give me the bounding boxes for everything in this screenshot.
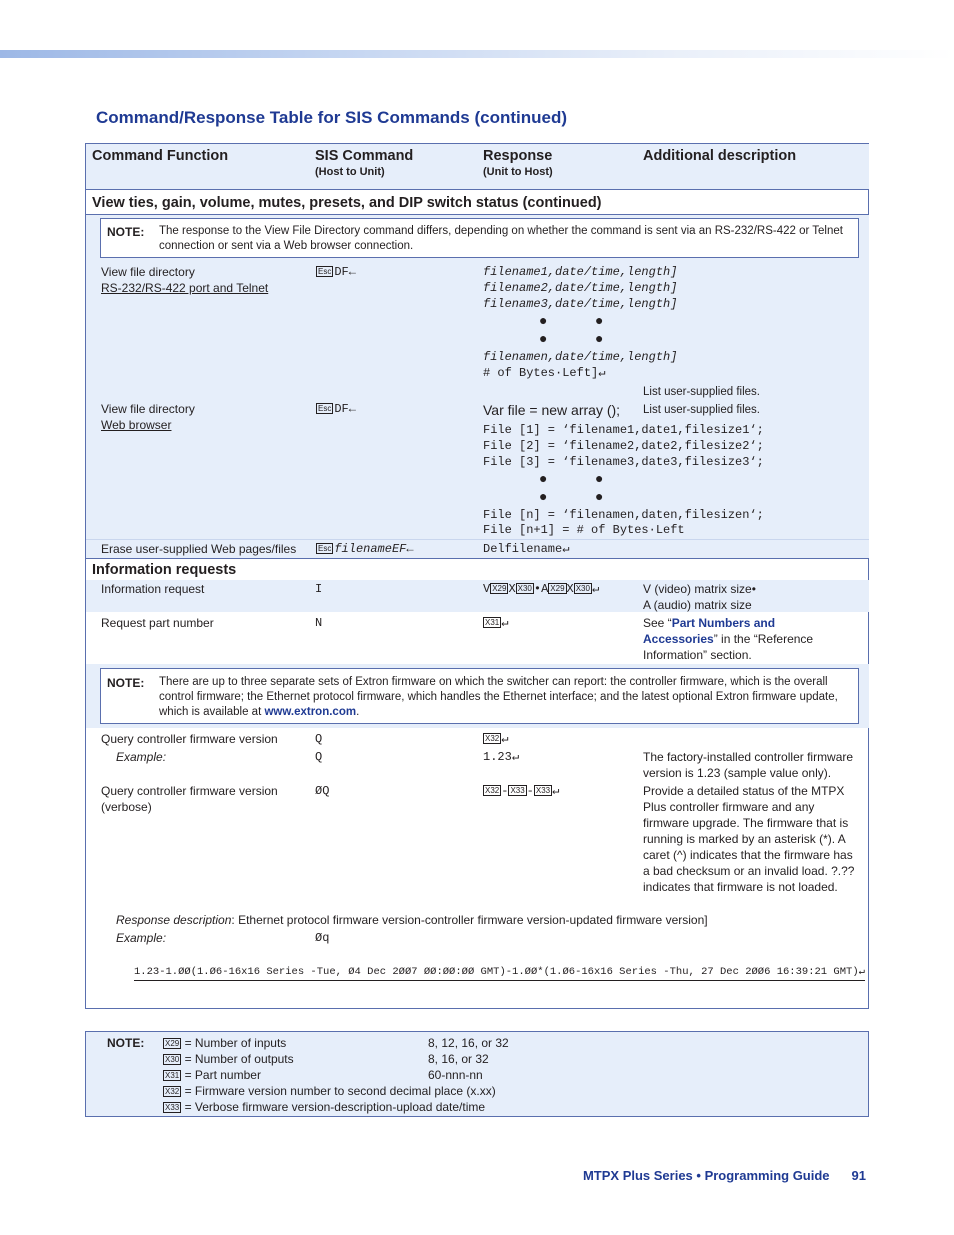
row-divider <box>86 539 869 540</box>
ellipsis-bullet: ● <box>595 488 604 504</box>
row-label-view-file-directory-web: View file directory <box>101 402 195 416</box>
page-footer <box>583 1168 866 1183</box>
row-label-information-request: Information request <box>101 582 205 596</box>
link-web-browser[interactable]: Web browser <box>101 418 172 432</box>
top-gradient-bar <box>0 50 954 58</box>
page-title: Command/Response Table for SIS Commands (continued) <box>96 108 568 127</box>
ellipsis-bullet: ● <box>539 330 548 346</box>
row-label-erase: Erase user-supplied Web pages/files <box>101 542 297 556</box>
description-audio-size: A (audio) matrix size <box>643 598 752 612</box>
response-file-3: File [3] = ‘filename3,date3,filesize3‘; <box>483 455 764 469</box>
link-extron[interactable]: www.extron.com <box>264 706 357 718</box>
return-arrow-icon: ↵ <box>501 616 509 630</box>
return-arrow-icon: ↵ <box>501 732 509 746</box>
variable-value: 8, 16, or 32 <box>428 1052 489 1066</box>
return-arrow-icon: ↵ <box>562 542 570 556</box>
page-number: 91 <box>851 1168 866 1183</box>
response-erase: Delfilename↵ <box>483 542 570 556</box>
description-part-number-line3: Information” section. <box>643 648 752 662</box>
response-description: Response description: Ethernet protocol firmware version-controller firmware version-updated firmware version] <box>116 913 708 927</box>
sis-command-q: Q <box>315 732 323 746</box>
ellipsis-bullet: ● <box>595 470 604 486</box>
response-file-n-plus-1: File [n+1] = # of Bytes·Left <box>483 523 685 537</box>
return-arrow-icon: ↵ <box>598 366 606 380</box>
col-header-description: Additional description <box>643 148 797 164</box>
variable-row: X32 = Firmware version number to second decimal place (x.xx) <box>165 1084 496 1098</box>
col-header-sis-sub: (Host to Unit) <box>315 166 385 178</box>
response-line-2: filename2,date/time,length] <box>483 281 678 295</box>
response-information-request: V X29 X X30 •A X29 X X30 ↵ <box>483 582 600 596</box>
sis-command-i: I <box>315 582 323 596</box>
variables-note-label: NOTE: <box>107 1036 145 1050</box>
example-label: Example: <box>116 931 167 945</box>
example-response-firmware: 1.23↵ <box>483 750 520 764</box>
section-divider <box>86 558 869 559</box>
description-part-number-line1: See “Part Numbers and <box>643 616 776 630</box>
response-file-1: File [1] = ‘filename1,date1,filesize1‘; <box>483 423 764 437</box>
sis-command-df-web: Esc DF← <box>318 402 356 416</box>
response-query-firmware: X32 ↵ <box>485 732 509 746</box>
enter-arrow-icon: ← <box>348 402 356 416</box>
esc-key-icon: Esc <box>318 544 332 554</box>
sis-command-n: N <box>315 616 323 630</box>
return-arrow-icon: ↵ <box>858 966 865 978</box>
row-label-query-firmware-verbose-1: Query controller firmware version <box>101 784 278 798</box>
return-arrow-icon: ↵ <box>591 582 600 596</box>
sis-command-df: Esc DF← <box>318 265 356 279</box>
variable-row: X29 = Number of inputs <box>165 1036 287 1050</box>
sis-command-erase: Esc filenameEF← <box>318 542 414 556</box>
example-label: Example: <box>116 750 167 764</box>
ellipsis-bullet: ● <box>595 330 604 346</box>
section-heading-view-ties: View ties, gain, volume, mutes, presets, and DIP switch status (continued) <box>92 195 602 211</box>
response-query-firmware-verbose: X32 - X33 - X33 ↵ <box>485 784 560 798</box>
row-label-view-file-directory: View file directory <box>101 265 195 279</box>
col-header-response-sub: (Unit to Host) <box>483 166 553 178</box>
section-heading-information-requests: Information requests <box>92 562 237 578</box>
description-video-size: V (video) matrix size• <box>643 582 756 596</box>
col-header-response: Response <box>483 148 553 164</box>
row-label-query-firmware-verbose-2: (verbose) <box>101 800 152 814</box>
response-var-line: Var file = new array (); <box>483 402 621 418</box>
sis-command-0q: ØQ <box>315 784 330 798</box>
description-verbose-firmware: Provide a detailed status of the MTPX Plus controller firmware and any firmware upgrade. The firmware that is running is marked by an asterisk (*). A caret (^) indicates that the firmware has a bad checksum or an invalid load. ?.?? indicates that firmware is not loaded. <box>643 784 855 894</box>
esc-key-icon: Esc <box>318 404 332 414</box>
variable-row: X33 = Verbose firmware version-description-upload date/time <box>165 1100 486 1114</box>
row-label-query-firmware: Query controller firmware version <box>101 732 278 746</box>
esc-key-icon: Esc <box>318 267 332 277</box>
ellipsis-bullet: ● <box>539 488 548 504</box>
note-text: The response to the View File Directory command differs, depending on whether the command is sent via an RS-232/RS-422 or Telnet connection or sent via a Web browser connection. <box>159 225 843 252</box>
return-arrow-icon: ↵ <box>552 784 560 798</box>
example-verbose-response: 1.23-1.ØØ(1.Ø6-16x16 Series -Tue, Ø4 Dec 2ØØ7 ØØ:ØØ:ØØ GMT)-1.ØØ*(1.Ø6-16x16 Series -Thu, 27 Dec 2ØØ6 16:39:21 GMT)↵ <box>134 964 865 981</box>
ellipsis-bullet: ● <box>595 312 604 328</box>
ellipsis-bullet: ● <box>539 312 548 328</box>
enter-arrow-icon: ← <box>406 542 414 556</box>
variable-value: 60-nnn-nn <box>428 1068 483 1082</box>
ellipsis-bullet: ● <box>539 470 548 486</box>
description-list-files-web: List user-supplied files. <box>643 404 760 416</box>
variable-row: X31 = Part number <box>165 1068 261 1082</box>
response-bytes-left: # of Bytes·Left]↵ <box>483 366 606 380</box>
variable-row: X30 = Number of outputs <box>165 1052 294 1066</box>
enter-arrow-icon: ← <box>348 265 356 279</box>
col-header-function: Command Function <box>92 148 229 164</box>
response-file-2: File [2] = ‘filename2,date2,filesize2‘; <box>483 439 764 453</box>
response-line-n: filenamen,date/time,length] <box>483 350 678 364</box>
note-label: NOTE: <box>107 225 145 239</box>
response-file-n: File [n] = ‘filenamen,daten,filesizen‘; <box>483 508 764 522</box>
example-command-0q: Øq <box>315 931 330 945</box>
note-text-firmware: There are up to three separate sets of Extron firmware on which the switcher can report: the controller firmware, which is the overall control firmware; the Ethernet protocol firmware, which handles the Ethernet interface; and the latest optional Extron firmware update, which is available at www.extron.com. <box>159 676 838 718</box>
response-line-1: filename1,date/time,length] <box>483 265 678 279</box>
guide-title: MTPX Plus Series • Programming Guide <box>582 1168 830 1183</box>
link-accessories[interactable]: Accessories <box>643 632 714 646</box>
row-label-part-number: Request part number <box>101 616 214 630</box>
description-factory-firmware: The factory-installed controller firmware version is 1.23 (sample value only). <box>643 750 854 780</box>
description-part-number-line2: Accessories” in the “Reference <box>643 632 814 646</box>
note-label: NOTE: <box>107 676 145 690</box>
variable-value: 8, 12, 16, or 32 <box>428 1036 509 1050</box>
link-rs232-telnet[interactable]: RS-232/RS-422 port and Telnet <box>101 281 269 295</box>
example-command-q: Q <box>315 750 323 764</box>
return-arrow-icon: ↵ <box>511 750 520 764</box>
col-header-sis-command: SIS Command <box>315 148 414 164</box>
link-part-numbers[interactable]: Part Numbers and <box>671 616 776 630</box>
response-line-3: filename3,date/time,length] <box>483 297 678 311</box>
description-list-files-rs: List user-supplied files. <box>643 386 760 398</box>
response-part-number: X31 ↵ <box>485 616 509 630</box>
